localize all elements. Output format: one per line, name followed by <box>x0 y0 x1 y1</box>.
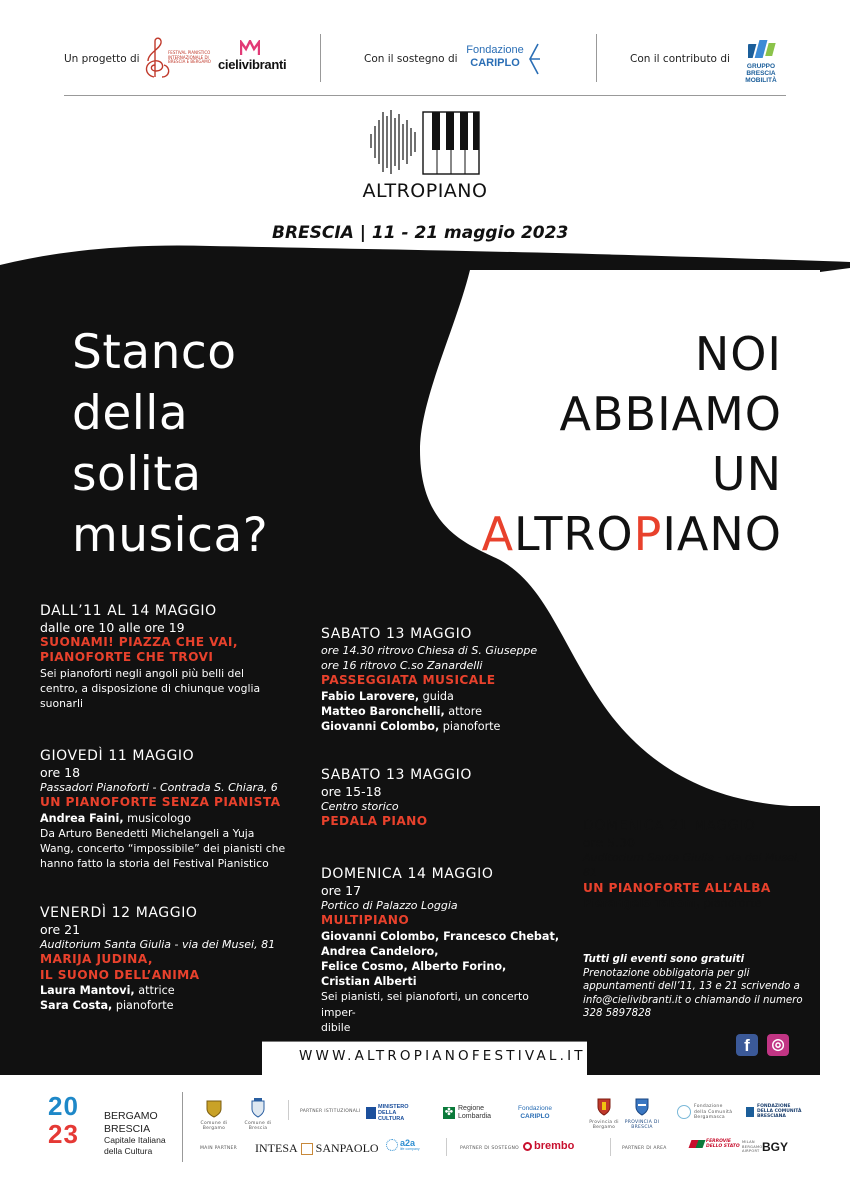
fondazione-bresciana-logo <box>746 1104 802 1119</box>
headline-right-line2: ABBIAMO <box>559 387 782 441</box>
comune-bergamo-label: Comune di Bergamo <box>200 1121 228 1131</box>
event-pianoforte-senza-pianista <box>40 748 290 871</box>
booking-info <box>583 953 808 1021</box>
event-place: Auditorium Santa Giulia - via dei Musei, <box>583 851 801 865</box>
event-performer <box>321 719 561 734</box>
event-performer <box>321 704 561 719</box>
ministero-cultura-logo <box>366 1104 409 1122</box>
event-desc: dibile <box>321 1020 351 1034</box>
performer-name: Sara Costa, <box>40 999 113 1013</box>
event-title: PIANOFORTE CHE TROVI <box>40 650 214 665</box>
capitale-line2: della Cultura <box>104 1145 153 1156</box>
sanpaolo-text: SANPAOLO <box>315 1141 379 1155</box>
intesa-sanpaolo-logo <box>255 1141 379 1156</box>
event-title: UN PIANOFORTE SENZA PIANISTA <box>40 795 281 810</box>
website-link[interactable]: WWW.ALTROPIANOFESTIVAL.IT <box>299 1048 586 1064</box>
event-title: IL SUONO DELL’ANIMA <box>40 967 200 982</box>
bgy-logo <box>742 1140 788 1154</box>
event-multipiano <box>321 866 561 1035</box>
info-email[interactable]: info@cielivibranti.it o chiamando il numero <box>583 994 803 1006</box>
facebook-icon[interactable]: f <box>736 1034 758 1056</box>
cielivibranti-wordmark: cielivibranti <box>218 57 287 72</box>
event-time: ore 21 <box>40 922 81 937</box>
city-brescia: BRESCIA <box>104 1122 151 1135</box>
event-pedala-piano <box>321 767 561 830</box>
regione-line2: Lombardia <box>458 1112 492 1120</box>
event-desc: Sei pianoforti negli angoli più belli del <box>40 666 245 680</box>
ministero-line1: MINISTERO <box>378 1104 409 1110</box>
ministero-icon <box>366 1107 376 1119</box>
fond-bs-line2: DELLA COMUNITÀ <box>757 1109 802 1114</box>
event-title: MARIJA JUDINA, <box>40 952 153 967</box>
bsm-line1: GRUPPO <box>746 63 776 70</box>
performer-role: pianoforte <box>112 999 174 1013</box>
performer-role: musicologo <box>123 811 191 825</box>
event-title: UN PIANOFORTE ALL’ALBA <box>583 880 771 895</box>
event-performer <box>40 811 290 826</box>
event-day: VENERDÌ 12 MAGGIO <box>40 905 198 921</box>
event-time: ore 15-18 <box>321 784 382 799</box>
fondazione-bresciana-text <box>757 1104 802 1119</box>
event-desc: suonarli <box>40 697 83 711</box>
event-time: ore 18 <box>40 765 81 780</box>
event-performer <box>40 983 290 998</box>
event-desc: Da Arturo Benedetti Michelangeli a Yuja <box>40 826 255 840</box>
promoter-label: Un progetto di <box>64 53 140 65</box>
info-free: Tutti gli eventi sono gratuiti <box>583 954 745 965</box>
ministero-text <box>378 1104 409 1122</box>
performer-name: Cristian Alberti <box>321 975 417 989</box>
performer-name: Andrea Candeloro, <box>321 944 439 958</box>
event-time: ore 17 <box>321 883 362 898</box>
footer-cariplo-line1: Fondazione <box>518 1105 552 1112</box>
fondazione-bresciana-icon <box>746 1107 754 1117</box>
support-label: Con il sostegno di <box>364 53 458 65</box>
headline-accent-p: P <box>633 507 663 561</box>
regione-lombardia-icon: ✤ <box>444 1106 454 1118</box>
performer-role: attrice <box>134 983 175 997</box>
performer-role: guida <box>419 689 454 703</box>
performer-name: Pierangelo Taboni, <box>583 896 701 910</box>
capitale-cultura-logo <box>48 1092 100 1154</box>
event-day: DOMENICA 21 MAGGIO <box>583 818 756 834</box>
a2a-text <box>400 1139 420 1151</box>
regione-text <box>458 1105 491 1120</box>
headline-left-line1: Stanco <box>72 325 237 380</box>
headline-right-line3: UN <box>711 447 782 501</box>
performer-name: Matteo Baronchelli, <box>321 704 445 718</box>
performer-name: Laura Mantovi, <box>40 983 135 997</box>
event-passeggiata-musicale <box>321 626 561 734</box>
intesa-mark-icon <box>301 1143 313 1155</box>
headline-right <box>440 324 782 564</box>
brand-name: ALTROPIANO <box>362 180 488 202</box>
headline-right-line1: NOI <box>694 327 782 381</box>
a2a-icon <box>386 1139 398 1151</box>
event-desc: Sei pianisti, sei pianoforti, un concerto imper- <box>321 990 529 1019</box>
fondazione-bergamasca-text: Fondazione della Comunità Bergamasca <box>694 1104 733 1120</box>
year-top: 20 <box>48 1091 79 1121</box>
fond-bs-line3: BRESCIANA <box>757 1114 786 1119</box>
info-line: Prenotazione obbligatoria per gli <box>583 967 750 979</box>
event-performer <box>583 896 808 911</box>
area-partner-label: PARTNER DI AREA <box>622 1146 667 1151</box>
regione-line1: Regione <box>458 1105 485 1112</box>
headline-left-line2: della <box>72 386 189 441</box>
event-place: Portico di Palazzo Loggia <box>321 899 458 913</box>
footer-divider <box>610 1138 611 1156</box>
fs-line1: FERROVIE <box>706 1139 731 1144</box>
event-marija-judina <box>40 905 290 1013</box>
performer-name: Andrea Faini, <box>40 811 124 825</box>
fondazione-bergamasca-icon <box>677 1105 691 1119</box>
comune-brescia-crest-icon <box>250 1097 266 1119</box>
intesa-text: INTESA <box>255 1141 298 1155</box>
event-performer <box>40 998 290 1013</box>
event-day: DOMENICA 14 MAGGIO <box>321 866 494 882</box>
brembo-text: brembo <box>534 1140 575 1152</box>
event-day: SABATO 13 MAGGIO <box>321 767 472 783</box>
ferrovie-logo <box>690 1139 740 1149</box>
provincia-brescia-label: PROVINCIA DI BRESCIA <box>624 1120 660 1130</box>
event-time: dalle ore 10 alle ore 19 <box>40 620 185 635</box>
performer-role: pianoforte <box>700 896 762 910</box>
headline-ltro: LTRO <box>514 507 634 561</box>
year-bottom: 23 <box>48 1119 79 1149</box>
capitale-line1: Capitale Italiana <box>104 1135 166 1145</box>
provincia-bergamo-label: Provincia di Bergamo <box>589 1120 619 1130</box>
event-desc: hanno fatto la storia del Festival Pianistico <box>40 857 269 871</box>
fond-bs-line1: FONDAZIONE <box>757 1104 791 1109</box>
event-day: GIOVEDÌ 11 MAGGIO <box>40 748 195 764</box>
festival-dates: BRESCIA | 11 - 21 maggio 2023 <box>272 223 569 243</box>
provincia-bergamo-crest-icon <box>596 1097 612 1117</box>
capitale-cultura-text <box>104 1110 166 1156</box>
brembo-icon <box>523 1142 532 1151</box>
performer-name: Giovanni Colombo, <box>321 720 440 734</box>
event-desc: Wang, concerto “impossibile” dei pianisti che <box>40 842 286 856</box>
headline-right-line4 <box>440 504 782 564</box>
a2a-name: a2a <box>400 1138 416 1148</box>
event-time: ore 14.30 ritrovo Chiesa di S. Giuseppe <box>321 644 538 657</box>
bgy-text: BGY <box>762 1140 789 1154</box>
performer-role: pianoforte <box>439 720 501 734</box>
contribution-label: Con il contributo di <box>630 53 730 65</box>
headline-iano: IANO <box>662 507 782 561</box>
footer-cariplo-line2: CARIPLO <box>520 1112 550 1120</box>
a2a-logo <box>386 1139 420 1151</box>
cariplo-line1: Fondazione <box>466 44 524 56</box>
a2a-sub: life company <box>400 1147 420 1151</box>
event-time: ore 5.30 <box>583 835 636 850</box>
event-place: Passadori Pianoforti - Contrada S. Chiara, 6 <box>40 781 278 795</box>
city-bergamo: BERGAMO <box>104 1110 158 1122</box>
festival-logo-text: FESTIVAL PIANISTICO INTERNAZIONALE DI BRESCIA E BERGAMO <box>168 50 211 64</box>
bgy-sub: MILAN BERGAMO AIRPORT <box>742 1140 763 1154</box>
footer-divider <box>288 1100 289 1120</box>
ministero-line2: DELLA <box>378 1110 397 1116</box>
event-title: SUONAMI! PIAZZA CHE VAI, <box>40 635 238 650</box>
bsm-line2: BRESCIA MOBILITÀ <box>745 70 777 84</box>
event-place: Centro storico <box>321 800 399 814</box>
regione-lombardia-logo <box>443 1105 491 1120</box>
ferrovie-icon <box>689 1140 706 1148</box>
event-title: PEDALA PIANO <box>321 814 428 829</box>
event-performer <box>321 689 561 704</box>
info-line: appuntamenti dell’11, 13 e 21 scrivendo a <box>583 981 800 993</box>
headline-left-line3: solita <box>72 447 202 502</box>
footer-divider <box>182 1092 183 1162</box>
instagram-icon[interactable]: ◎ <box>767 1034 789 1056</box>
headline-left-line4: musica? <box>72 508 269 563</box>
cariplo-line2: CARIPLO <box>470 57 520 69</box>
brembo-logo <box>523 1140 574 1152</box>
performer-name: Felice Cosmo, Alberto Forino, <box>321 960 507 974</box>
footer-cariplo-logo <box>518 1105 552 1120</box>
performer-name: Fabio Larovere, <box>321 689 420 703</box>
comune-brescia-label: Comune di Brescia <box>244 1121 272 1131</box>
footer-divider <box>446 1138 447 1156</box>
institutional-partners-label: PARTNER ISTITUZIONALI <box>300 1109 361 1114</box>
performer-name: Giovanni Colombo, Francesco Chebat, <box>321 929 560 943</box>
event-time: ore 16 ritrovo C.so Zanardelli <box>321 659 483 673</box>
info-phone[interactable]: 328 5897828 <box>583 1008 652 1020</box>
ministero-line3: CULTURA <box>378 1116 405 1122</box>
event-suonami <box>40 603 290 711</box>
support-partner-label: PARTNER DI SOSTEGNO <box>460 1146 519 1151</box>
event-pianoforte-alba <box>583 818 808 911</box>
fondazione-bergamasca-logo <box>677 1104 734 1121</box>
comune-bergamo-crest-icon <box>205 1099 223 1119</box>
headline-left <box>72 322 268 566</box>
event-place: 81 <box>583 866 597 880</box>
fs-line2: DELLO STATO <box>706 1144 740 1149</box>
event-title: MULTIPIANO <box>321 913 410 928</box>
event-day: SABATO 13 MAGGIO <box>321 626 472 642</box>
event-title: PASSEGGIATA MUSICALE <box>321 673 496 688</box>
main-partner-label: MAIN PARTNER <box>200 1146 238 1151</box>
provincia-brescia-crest-icon <box>634 1097 650 1117</box>
headline-accent-a: A <box>481 507 515 561</box>
performer-role: attore <box>444 704 483 718</box>
event-desc: centro, a disposizione di chiunque voglia <box>40 681 261 695</box>
event-day: DALL’11 AL 14 MAGGIO <box>40 603 217 619</box>
ferrovie-text <box>706 1139 740 1149</box>
event-place: Auditorium Santa Giulia - via dei Musei, 81 <box>40 938 276 952</box>
